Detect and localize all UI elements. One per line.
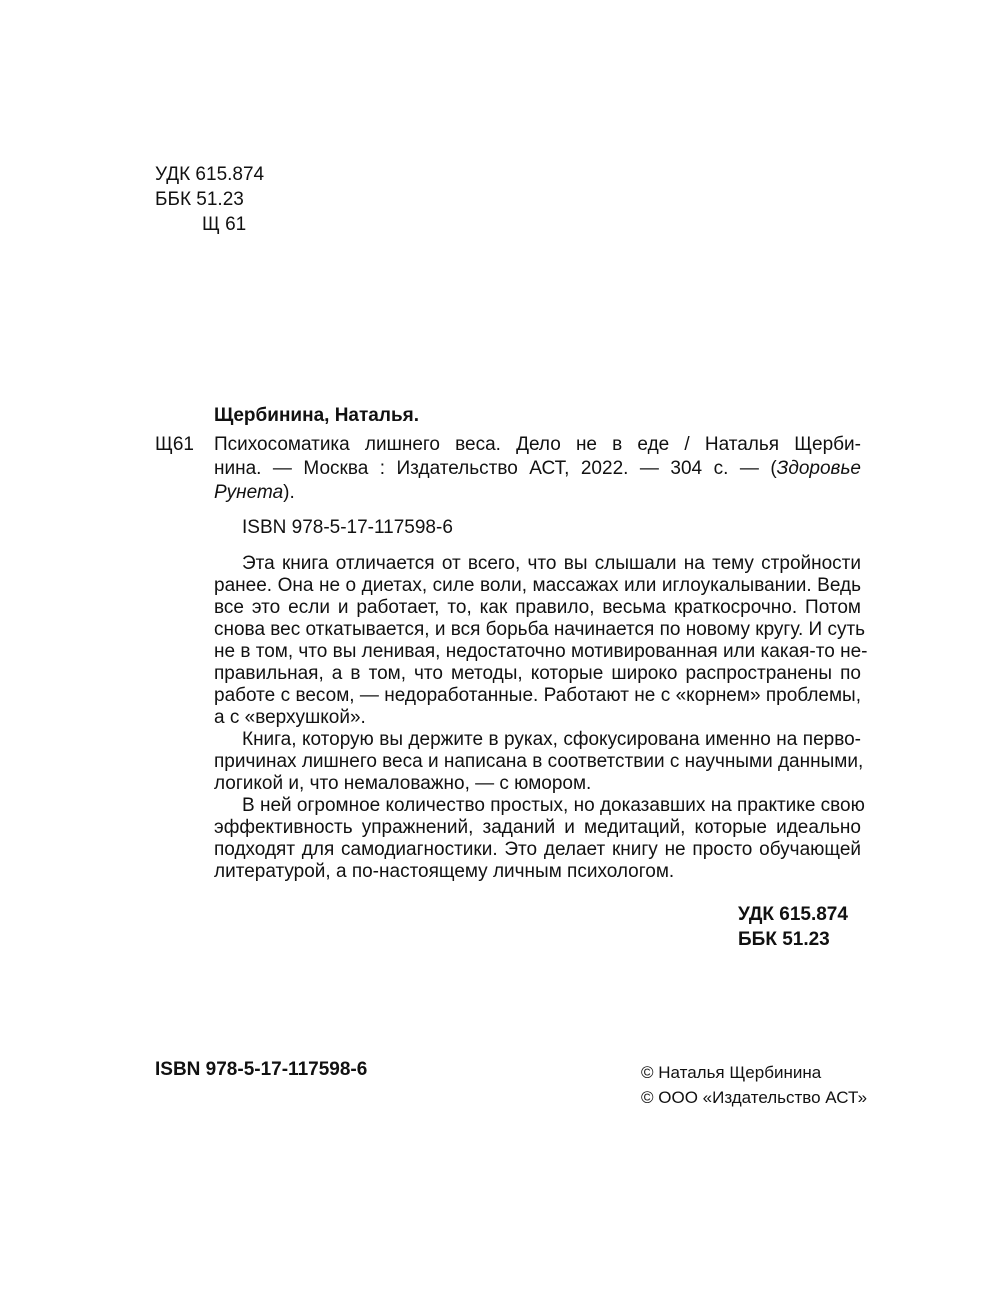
- footer-isbn: ISBN 978-5-17-117598-6: [155, 1059, 368, 1080]
- annotation-p3-line: литературой, а по-настоящему личным психологом.: [214, 861, 675, 882]
- annotation-p1-line: снова вес откатывается, и вся борьба начинается по новому кругу. И суть: [214, 619, 866, 640]
- catalog-isbn: ISBN 978-5-17-117598-6: [242, 517, 453, 538]
- annotation-p1-line: работе с весом, — недоработанные. Работают не с «корнем» проблемы,: [214, 685, 861, 706]
- copyright-author: © Наталья Щербинина: [641, 1063, 822, 1082]
- annotation-p3-line: эффективность упражнений, заданий и медитаций, которые идеально: [214, 817, 861, 838]
- catalog-line-2-text: нина. — Москва : Издательство АСТ, 2022. — 304 с. — (: [214, 458, 777, 479]
- catalog-author: Щербинина, Наталья.: [214, 405, 419, 426]
- series-title-part1: Здоровье: [776, 458, 861, 479]
- top-classification: [155, 162, 264, 237]
- bbk-code: ББК 51.23: [155, 189, 244, 210]
- catalog-line-2: [214, 457, 861, 481]
- annotation: [214, 553, 868, 883]
- catalog-description: [214, 433, 861, 505]
- annotation-p1-line: все это если и работает, то, как правило, весьма краткосрочно. Потом: [214, 597, 861, 618]
- annotation-p1-line: правильная, а в том, что методы, которые широко распространены по: [214, 663, 861, 684]
- annotation-p1-line: не в том, что вы ленивая, недостаточно мотивированная или какая-то не-: [214, 641, 868, 662]
- annotation-p3-line: подходят для самодиагностики. Это делает книгу не просто обучающей: [214, 839, 861, 860]
- series-title-part2: Рунета: [214, 482, 284, 503]
- annotation-p1-line: а с «верхушкой».: [214, 707, 366, 728]
- annotation-p1-line: Эта книга отличается от всего, что вы слышали на тему стройности: [242, 553, 861, 574]
- copyright-block: [641, 1060, 867, 1110]
- annotation-p3-line: В ней огромное количество простых, но доказавших на практике свою: [242, 795, 865, 816]
- catalog-author-code: Щ61: [155, 434, 194, 455]
- catalog-line-3-tail: ).: [283, 482, 295, 503]
- udk-code-bottom: УДК 615.874: [738, 904, 848, 925]
- annotation-p1-line: ранее. Она не о диетах, силе воли, массажах или иглоукалывании. Ведь: [214, 575, 861, 596]
- bottom-classification: [738, 902, 848, 952]
- copyright-publisher: © ООО «Издательство АСТ»: [641, 1088, 868, 1107]
- annotation-p2-line: причинах лишнего веса и написана в соответствии с научными данными,: [214, 751, 864, 772]
- catalog-line-3: [214, 481, 861, 505]
- bbk-code-bottom: ББК 51.23: [738, 929, 830, 950]
- udk-code: УДК 615.874: [155, 164, 265, 185]
- annotation-p2-line: логикой и, что немаловажно, — с юмором.: [214, 773, 592, 794]
- author-mark: Щ 61: [202, 214, 247, 235]
- annotation-p2-line: Книга, которую вы держите в руках, сфокусирована именно на перво-: [242, 729, 861, 750]
- catalog-line-1: Психосоматика лишнего веса. Дело не в еде / Наталья Щерби-: [214, 434, 861, 455]
